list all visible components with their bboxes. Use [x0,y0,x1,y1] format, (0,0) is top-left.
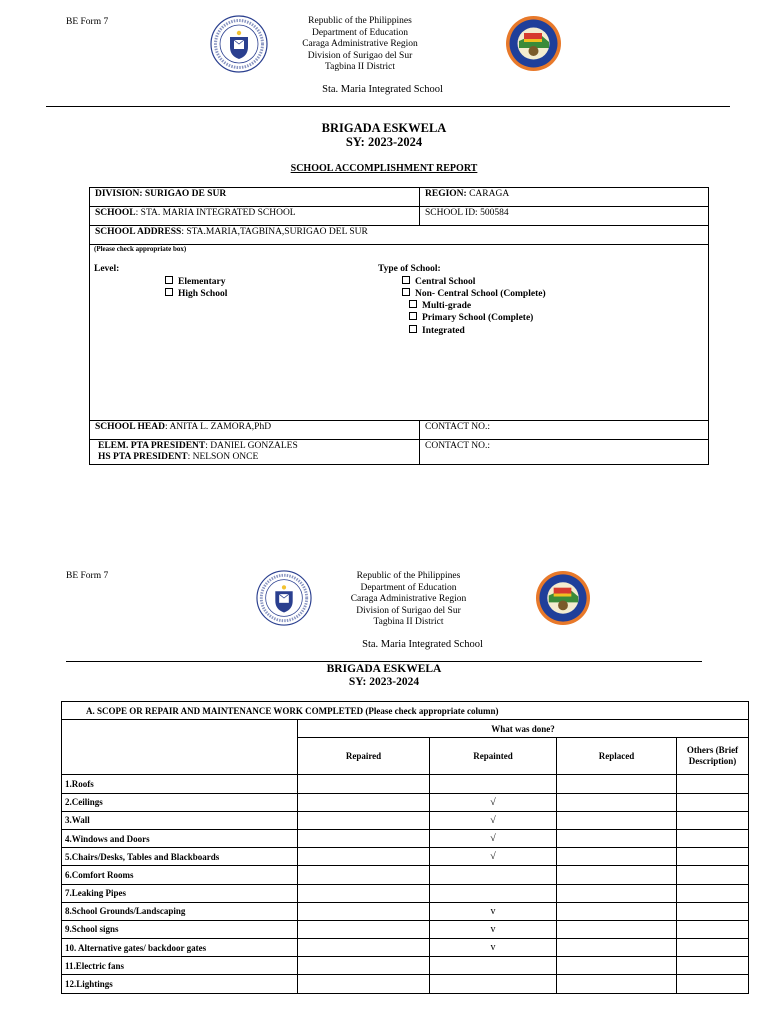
type-label: Type of School: [378,264,441,274]
division-label: DIVISION: [95,189,143,199]
type-option-central[interactable]: Central School [402,276,475,287]
checkbox-icon[interactable] [165,288,173,296]
cell-others[interactable] [677,920,749,938]
school-name: Sta. Maria Integrated School [362,639,483,650]
checkbox-icon[interactable] [409,300,417,308]
cell-replaced[interactable] [557,957,677,975]
level-option-elementary[interactable]: Elementary [165,276,226,287]
row-item-label: 2.Ceilings [62,793,298,811]
header-divider [46,106,730,107]
cell-others[interactable] [677,902,749,920]
header-line: Tagbina II District [373,617,444,627]
cell-repainted[interactable]: v [430,920,557,938]
cell-repaired[interactable] [298,775,430,793]
header-line: Division of Surigao del Sur [307,50,413,61]
type-option-non-central[interactable]: Non- Central School (Complete) [402,288,546,299]
deped-seal-icon [210,15,268,73]
header-divider [66,661,702,662]
cell-others[interactable] [677,975,749,993]
cell-others[interactable] [677,957,749,975]
row-item-label: 3.Wall [62,811,298,829]
row-item-label: 9.School signs [62,920,298,938]
title-brigada: BRIGADA ESKWELA [326,663,442,675]
row-item-label: 1.Roofs [62,775,298,793]
checkbox-icon[interactable] [165,276,173,284]
cell-repaired[interactable] [298,848,430,866]
pta-row [90,440,708,464]
cell-repainted[interactable] [430,975,557,993]
cell-others[interactable] [677,939,749,957]
cell-replaced[interactable] [557,775,677,793]
school-row [90,207,708,226]
contact-label: CONTACT NO.: [425,441,491,451]
division-value: SURIGAO DE SUR [144,189,227,199]
cell-others[interactable] [677,793,749,811]
header-line: Division of Surigao del Sur [356,605,461,616]
work-completed-table [61,701,749,994]
check-note: (Please check appropriate box) [94,245,187,253]
cell-others[interactable] [677,829,749,847]
section-title: A. SCOPE OR REPAIR AND MAINTENANCE WORK COMPLETED (Please check appropriate column) [62,702,749,720]
cell-others[interactable] [677,866,749,884]
cell-repainted[interactable]: √ [430,793,557,811]
cell-repainted[interactable]: √ [430,811,557,829]
header-block [290,16,430,74]
what-done-row [62,720,749,738]
cell-repainted[interactable]: √ [430,829,557,847]
school-type-row [90,245,708,421]
cell-others[interactable] [677,848,749,866]
cell-replaced[interactable] [557,848,677,866]
region-value: CARAGA [469,189,510,199]
col-repainted: Repainted [430,738,557,775]
cell-replaced[interactable] [557,866,677,884]
checkbox-icon[interactable] [402,276,410,284]
hs-pta-label: HS PTA PRESIDENT [98,452,188,462]
cell-others[interactable] [677,884,749,902]
row-item-label: 8.School Grounds/Landscaping [62,902,298,920]
header-line: Department of Education [311,27,409,38]
cell-replaced[interactable] [557,902,677,920]
deped-seal-icon [256,570,312,626]
row-item-label: 12.Lightings [62,975,298,993]
cell-repaired[interactable] [298,957,430,975]
cell-repaired[interactable] [298,829,430,847]
cell-replaced[interactable] [557,975,677,993]
header-block [336,571,481,629]
report-title: SCHOOL ACCOMPLISHMENT REPORT [290,163,478,174]
checkbox-icon[interactable] [409,312,417,320]
cell-replaced[interactable] [557,884,677,902]
school-id: SCHOOL ID: 500584 [425,208,509,218]
type-option-primary[interactable]: Primary School (Complete) [409,312,533,323]
region-label: REGION: [425,189,467,199]
title-sy: SY: 2023-2024 [348,676,420,688]
school-info-table [89,187,709,465]
school-name: Sta. Maria Integrated School [322,84,443,95]
row-item-label: 6.Comfort Rooms [62,866,298,884]
table-row [62,793,749,811]
cell-repainted[interactable]: v [430,939,557,957]
cell-repainted[interactable] [430,775,557,793]
what-done-header: What was done? [298,720,749,738]
header-line: Republic of the Philippines [308,16,412,26]
division-row [90,188,708,207]
cell-replaced[interactable] [557,811,677,829]
table-row [62,848,749,866]
address-row [90,226,708,245]
table-row [62,939,749,957]
table-row [62,884,749,902]
cell-repaired[interactable] [298,902,430,920]
school-head-row [90,421,708,440]
elem-pta-label: ELEM. PTA PRESIDENT [98,441,206,451]
cell-repainted[interactable]: √ [430,848,557,866]
header-line: Republic of the Philippines [356,571,461,581]
cell-repaired[interactable] [298,793,430,811]
form-label: BE Form 7 [66,571,109,581]
cell-repainted[interactable] [430,884,557,902]
checkbox-icon[interactable] [409,325,417,333]
col-others: Others (Brief Description) [677,738,749,775]
header-line: Tagbina II District [324,62,396,72]
row-item-label: 5.Chairs/Desks, Tables and Blackboards [62,848,298,866]
cell-repaired[interactable] [298,920,430,938]
title-sy: SY: 2023-2024 [345,135,423,149]
cell-repainted[interactable] [430,866,557,884]
school-label: SCHOOL [95,208,136,218]
table-row [62,902,749,920]
table-row [62,811,749,829]
row-item-label: 10. Alternative gates/ backdoor gates [62,939,298,957]
table-row [62,957,749,975]
header-line: Caraga Administrative Region [302,39,418,49]
cell-repaired[interactable] [298,975,430,993]
cell-replaced[interactable] [557,793,677,811]
header-line: Caraga Administrative Region [350,594,467,604]
head-value: : ANITA L. ZAMORA,PhD [164,422,272,432]
school-logo-icon [505,15,562,72]
level-label: Level: [94,264,120,274]
section-title-row [62,702,749,720]
cell-others[interactable] [677,811,749,829]
school-logo-icon [535,570,591,626]
row-item-label: 11.Electric fans [62,957,298,975]
hs-pta-value: : NELSON ONCE [187,452,259,462]
head-label: SCHOOL HEAD [95,422,165,432]
page-title [284,663,484,689]
header-line: Department of Education [360,582,457,593]
cell-repaired[interactable] [298,866,430,884]
address-value: : STA.MARIA,TAGBINA,SURIGAO DEL SUR [181,227,368,237]
cell-replaced[interactable] [557,829,677,847]
contact-label: CONTACT NO.: [425,422,491,432]
cell-repainted[interactable] [430,957,557,975]
table-row [62,775,749,793]
row-item-label: 4.Windows and Doors [62,829,298,847]
cell-others[interactable] [677,775,749,793]
table-row [62,920,749,938]
cell-replaced[interactable] [557,920,677,938]
table-row [62,829,749,847]
col-replaced: Replaced [557,738,677,775]
address-label: SCHOOL ADDRESS [95,227,182,237]
cell-repaired[interactable] [298,939,430,957]
table-row [62,975,749,993]
school-value: : STA. MARIA INTEGRATED SCHOOL [135,208,296,218]
cell-repainted[interactable]: v [430,902,557,920]
type-option-integrated[interactable]: Integrated [409,325,465,336]
col-repaired: Repaired [298,738,430,775]
type-option-multi-grade[interactable]: Multi-grade [409,300,471,311]
form-label: BE Form 7 [66,17,109,27]
row-item-label: 7.Leaking Pipes [62,884,298,902]
cell-replaced[interactable] [557,939,677,957]
cell-repaired[interactable] [298,811,430,829]
cell-repaired[interactable] [298,884,430,902]
level-option-high-school[interactable]: High School [165,288,227,299]
page-title [284,121,484,149]
table-row [62,866,749,884]
title-brigada: BRIGADA ESKWELA [321,121,447,135]
checkbox-icon[interactable] [402,288,410,296]
item-header [62,720,298,775]
elem-pta-value: : DANIEL GONZALES [205,441,298,451]
